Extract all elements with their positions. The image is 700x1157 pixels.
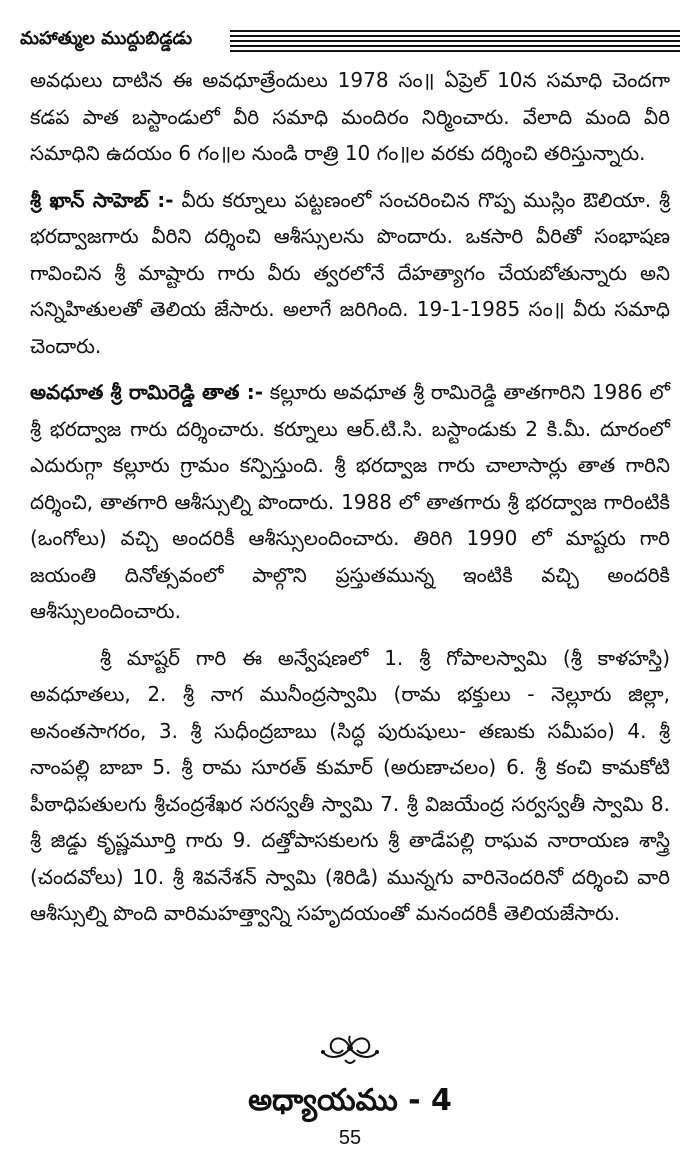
paragraph-samadhi	[30, 62, 670, 172]
paragraph-lead: అవధూత శ్రీ రామిరెడ్డి తాత :-	[30, 380, 264, 404]
page-number: 55	[338, 1127, 362, 1149]
body-text	[30, 62, 670, 942]
paragraph-ramireddy-tata	[30, 374, 670, 630]
header-rule-lines	[230, 30, 680, 52]
paragraph-master-search	[30, 640, 670, 932]
header-title: మహాత్ముల ముద్దుబిడ్డడు	[20, 28, 193, 49]
running-header	[20, 22, 680, 52]
paragraph-text: అవధులు దాటిన ఈ అవధూత్రేందులు 1978 సం॥ ఏప్రెల్ 10న సమాధి చెందగా కడప పాత బస్టాండులో వీరి సమాధి మందిరం నిర్మించారు. వేలాది మంది వీరి సమాధిని ఉదయం 6 గం॥ల నుండి రాత్రి 10 గం॥ల వరకు దర్శించి తరిస్తున్నారు.	[30, 68, 670, 165]
paragraph-text: శ్రీ మాష్టర్ గారి ఈ అన్వేషణలో 1. శ్రీ గోపాలస్వామి (శ్రీ కాళహస్తి) అవధూతలు, 2. శ్రీ నాగ మునీంద్రస్వామి (రామ భక్తులు - నెల్లూరు జిల్లా, అనంతసాగరం, 3. శ్రీ సుధీంద్రబాబు (సిద్ధ పురుషులు- తణుకు సమీపం) 4. శ్రీ నాంపల్లి బాబా 5. శ్రీ రామ సూరత్ కుమార్ (అరుణాచలం) 6. శ్రీ కంచి కామకోటి పీఠాధిపతులగు శ్రీచంద్రశేఖర సరస్వతీ స్వామి 7. శ్రీ విజయేంద్ర సర్వస్వతీ స్వామి 8. శ్రీ జిడ్డు కృష్ణమూర్తి గారు 9. దత్తోపాసకులగు శ్రీ తాడేపల్లి రాఘవ నారాయణ శాస్త్రి (చందవోలు) 10. శ్రీ శివనేశన్ స్వామి (శిరిడి) మున్నగు వారినెందరినో దర్శించి వారి ఆశీస్సుల్ని పొంది వారిమహత్త్వాన్ని సహృదయంతో మనందరికీ తెలియజేసారు.	[30, 645, 670, 925]
paragraph-khan-saheb	[30, 182, 670, 365]
paragraph-text: వీరు కర్నూలు పట్టణంలో సంచరించిన గొప్ప ముస్లిం ఔలియా. శ్రీ భరద్వాజగారు వీరిని దర్శించి ఆశీస్సులను పొందారు. ఒకసారి వీరితో సంభాషణ గావించిన శ్రీ మాష్టారు గారు వీరు త్వరలోనే దేహత్యాగం చేయబోతున్నారు అని సన్నిహితులతో తెలియ జేసారు. అలాగే జరిగింది. 19-1-1985 సం॥ వీరు సమాధి చెందారు.	[30, 187, 670, 358]
paragraph-text: కల్లూరు అవధూత శ్రీ రామిరెడ్డి తాతగారిని 1986 లో శ్రీ భరద్వాజ గారు దర్శించారు. కర్నూలు ఆర్.టి.సి. బస్టాండుకు 2 కి.మీ. దూరంలో ఎదురుగ్గా కల్లూరు గ్రామం కన్పిస్తుంది. శ్రీ భరద్వాజ గారు చాలాసార్లు తాత గారిని దర్శించి, తాతగారి ఆశీస్సుల్ని పొందారు. 1988 లో తాతగారు శ్రీ భరద్వాజ గారింటికి (ఒంగోలు) వచ్చి అందరికీ ఆశీస్సులందించారు. తిరిగి 1990 లో మాష్టరు గారి జయంతి దినోత్సవంలో పాల్గొని ప్రస్తుతమున్న ఇంటికి వచ్చి అందరికి ఆశీస్సులందించారు.	[30, 380, 670, 623]
floral-ornament-icon	[315, 1030, 385, 1066]
chapter-title: అధ్యాయము - 4	[248, 1083, 452, 1118]
floral-ornament	[0, 1030, 700, 1070]
paragraph-lead: శ్రీ ఖాన్ సాహెబ్ :-	[30, 187, 174, 212]
